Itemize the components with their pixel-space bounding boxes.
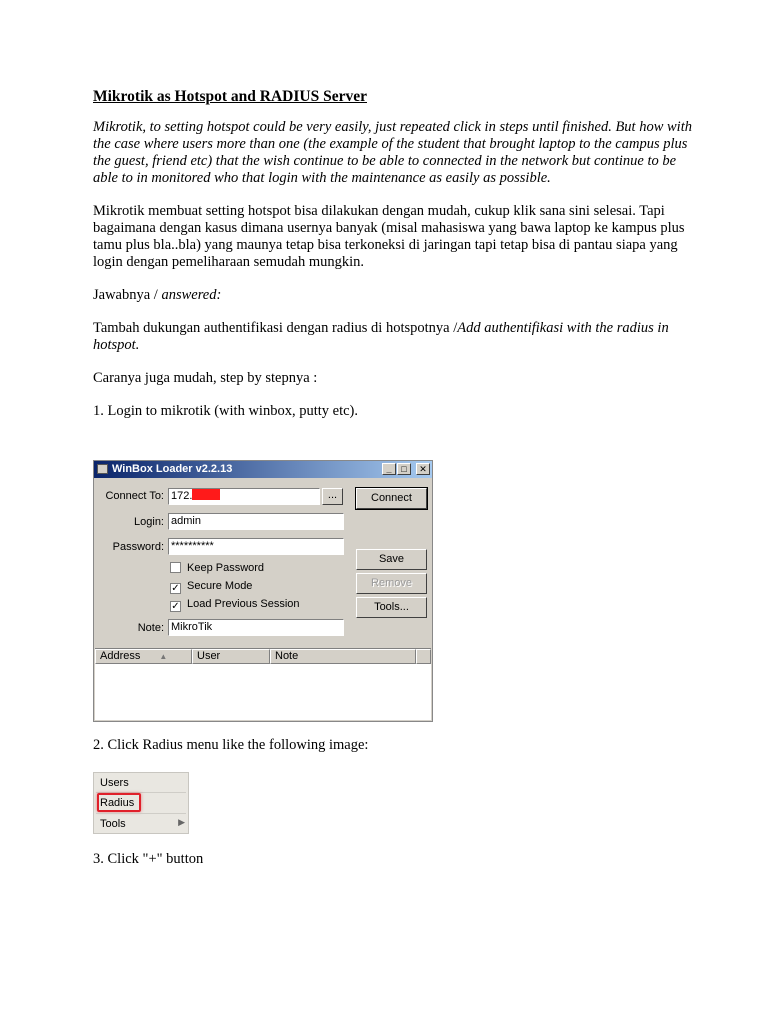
answer-line bbox=[93, 287, 693, 304]
column-filler bbox=[416, 649, 431, 664]
load-previous-session-checkbox[interactable] bbox=[170, 598, 300, 612]
keep-password-checkbox[interactable] bbox=[170, 562, 264, 575]
answer-prefix: Jawabnya / bbox=[93, 287, 162, 303]
steps-intro: Caranya juga mudah, step by stepnya : bbox=[93, 370, 318, 386]
save-button[interactable]: Save bbox=[356, 549, 427, 570]
solution-italic: Add authentifikasi with the radius in hotspot. bbox=[93, 320, 669, 353]
keep-password-label: Keep Password bbox=[187, 562, 265, 574]
session-list-header bbox=[95, 649, 431, 664]
window-menu-icon[interactable] bbox=[97, 464, 108, 474]
login-field[interactable]: admin bbox=[168, 513, 344, 530]
answer-italic: answered: bbox=[161, 287, 222, 303]
paragraph-indonesian: Mikrotik membuat setting hotspot bisa dilakukan dengan mudah, cukup klik sana sini selesai. Tapi bagaimana dengan kasus dimana usernya banyak (misal mahasiswa yang bawa laptop ke kampus plus tamu plus bla..bla) yang maunya tetap bisa terkoneksi di jaringan tapi tetap bisa di pantau siapa yang login dengan pemeliharaan semudah mungkin. bbox=[93, 203, 685, 270]
connect-to-value: 172. bbox=[171, 490, 193, 502]
step-3: 3. Click "+" button bbox=[93, 851, 204, 867]
menu-item-tools[interactable]: Tools bbox=[100, 818, 126, 830]
step-2-block bbox=[93, 737, 693, 754]
close-icon[interactable]: ✕ bbox=[416, 463, 430, 475]
winbox-title: WinBox Loader v2.2.13 bbox=[112, 463, 233, 475]
remove-button[interactable]: Remove bbox=[356, 573, 427, 594]
note-label: Note: bbox=[137, 622, 164, 634]
connect-to-label: Connect To: bbox=[105, 490, 164, 502]
column-address[interactable] bbox=[95, 649, 192, 664]
solution-line bbox=[93, 320, 693, 354]
step-3-block bbox=[93, 851, 693, 868]
winbox-loader-window bbox=[93, 460, 433, 722]
note-field[interactable]: MikroTik bbox=[168, 619, 344, 636]
maximize-icon[interactable]: □ bbox=[397, 463, 411, 475]
solution-prefix: Tambah dukungan authentifikasi dengan radius di hotspotnya / bbox=[93, 320, 458, 336]
document-body bbox=[93, 87, 693, 420]
session-list[interactable] bbox=[95, 648, 431, 720]
secure-mode-label: Secure Mode bbox=[187, 580, 253, 592]
checkmark-icon: ✓ bbox=[171, 583, 180, 594]
step-1: 1. Login to mikrotik (with winbox, putty etc). bbox=[93, 403, 359, 419]
winbox-titlebar bbox=[94, 461, 432, 478]
menu-divider bbox=[96, 813, 186, 814]
load-previous-session-label: Load Previous Session bbox=[187, 598, 300, 610]
paragraph-english: Mikrotik, to setting hotspot could be very easily, just repeated click in steps until finished. But how with the case where users more than one (the example of the student that brought laptop to the campus plus the guest, friend etc) that the wish continue to be able to connected in the network but continue to be able to in monitored who that login with the maintenance as easily as possible. bbox=[93, 119, 692, 186]
column-address-label: Address bbox=[100, 650, 141, 662]
secure-mode-checkbox[interactable] bbox=[170, 580, 252, 594]
submenu-arrow-icon: ▶ bbox=[178, 817, 185, 827]
redacted-ip-mark bbox=[192, 489, 220, 500]
page-title: Mikrotik as Hotspot and RADIUS Server bbox=[93, 88, 367, 105]
browse-button[interactable]: ... bbox=[322, 488, 343, 505]
password-label: Password: bbox=[112, 541, 164, 553]
tools-button[interactable]: Tools... bbox=[356, 597, 427, 618]
winbox-side-menu bbox=[93, 772, 189, 834]
password-field[interactable]: ********** bbox=[168, 538, 344, 555]
menu-item-users[interactable]: Users bbox=[100, 777, 129, 789]
sort-up-icon: ▲ bbox=[159, 652, 168, 661]
connect-button[interactable]: Connect bbox=[356, 488, 427, 509]
checkmark-icon: ✓ bbox=[171, 601, 180, 612]
connect-to-field[interactable] bbox=[168, 488, 320, 505]
menu-item-radius[interactable]: Radius bbox=[100, 797, 135, 809]
column-user[interactable]: User bbox=[192, 649, 270, 664]
login-label: Login: bbox=[134, 516, 164, 528]
checkbox-unchecked-icon bbox=[170, 562, 181, 573]
step-2: 2. Click Radius menu like the following image: bbox=[93, 737, 369, 753]
minimize-icon[interactable]: _ bbox=[382, 463, 396, 475]
column-note[interactable]: Note bbox=[270, 649, 416, 664]
